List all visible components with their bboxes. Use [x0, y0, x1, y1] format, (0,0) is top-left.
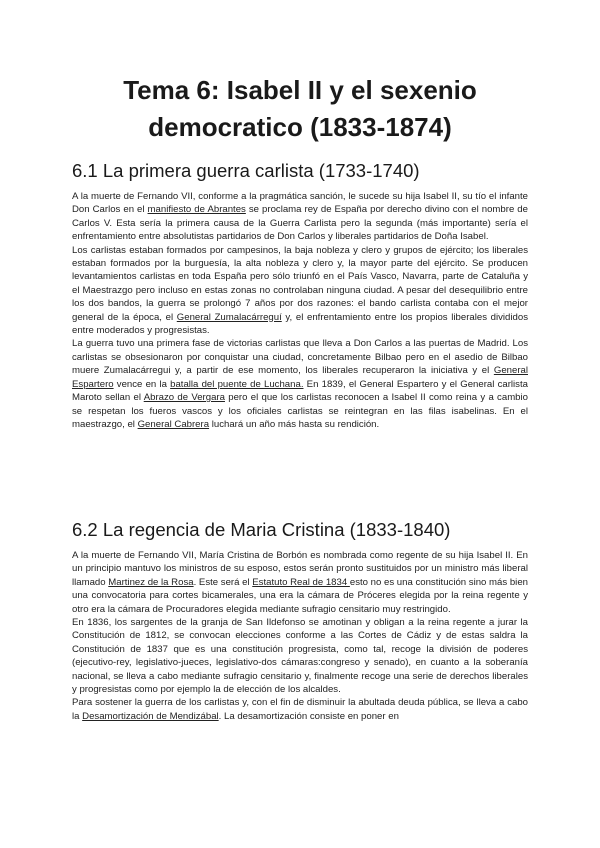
- paragraph: [72, 696, 528, 723]
- underlined-term: Estatuto Real de 1834: [252, 576, 350, 588]
- underlined-term: Desamortización de Mendizábal: [82, 710, 219, 722]
- section-body-2: [72, 549, 528, 723]
- document-title: [40, 72, 560, 146]
- section-heading-1: 6.1 La primera guerra carlista (1733-1740): [72, 160, 420, 181]
- underlined-term: manifiesto de Abrantes: [147, 204, 246, 216]
- text-run: se proclama rey de España por derecho divino con el nombre de Carlos V. Esta sería la primera causa de la Guerra Carlista pero la segunda (más importante) sería el enfrentamiento entre absolutistas partidarios de Don Carlos y liberales partidarios de Doña Isabel.: [72, 204, 528, 243]
- paragraph: [72, 190, 528, 244]
- title-line-2: democratico (1833-1874): [148, 112, 452, 142]
- section-heading-2: 6.2 La regencia de Maria Cristina (1833-1840): [72, 519, 451, 540]
- underlined-term: General Espartero: [72, 365, 528, 390]
- paragraph: [72, 616, 528, 696]
- text-run: . Este será el: [193, 576, 253, 588]
- underlined-term: batalla del puente de Luchana.: [170, 378, 304, 390]
- text-run: y, el enfrentamiento entre los propios liberales divididos entre moderados y progresistas.: [72, 311, 528, 337]
- paragraph: [72, 549, 528, 616]
- text-run: A la muerte de Fernando VII, conforme a la pragmática sanción, le sucede su hija Isabel II, su tío el infante Don Carlos en el: [72, 191, 528, 216]
- paragraph: [72, 337, 528, 431]
- text-run: esto no es una constitución sino más bien una convocatoria para cortes bicamerales, una era la cámara de Próceres elegida por la reina regente y otro era la cámara de Procuradores elegida mediante sufragio censitario muy restringido.: [72, 576, 528, 615]
- underlined-term: Abrazo de Vergara: [143, 392, 225, 404]
- text-run: En 1839, el General Espartero y el General carlista Maroto sellan el: [72, 378, 528, 404]
- text-run: Los carlistas estaban formados por campesinos, la baja nobleza y clero y grupos de ejército; los liberales estaban formados por la burguesía, la alta nobleza y clero y, la mayor parte del ejército. Se producen levantamientos carlistas en toda España pero sólo triunfó en el País Vasco, Navarra, parte de Cataluña y el Maestrazgo pero incluso en estas zonas no controlaban ninguna ciudad. A pesar del desequilibrio entre los dos bandos, la guerra se prolongó 7 años por dos razones: el bando carlista contaba con el mejor general de la época, el: [72, 244, 528, 323]
- text-run: luchará un año más hasta su rendición.: [209, 418, 380, 430]
- text-run: pero el que los carlistas reconocen a Isabel II como reina y a cambio se respetan los fueros vascos y los oficiales carlistas se reintegran en las filas isabelinas. En el maestrazgo, el: [72, 392, 528, 430]
- title-line-1: Tema 6: Isabel II y el sexenio: [123, 75, 477, 105]
- text-run: Para sostener la guerra de los carlistas y, con el fin de disminuir la abultada deuda pública, se lleva a cabo la: [72, 697, 528, 722]
- text-run: A la muerte de Fernando VII, María Cristina de Borbón es nombrada como regente de su hija Isabel II. En un principio mantuvo los ministros de su esposo, estos serán pronto sustituidos por un ministro más liberal llamado: [72, 550, 528, 588]
- underlined-term: Martinez de la Rosa: [108, 576, 194, 588]
- paragraph: [72, 244, 528, 338]
- underlined-term: General Zumalacárreguí: [176, 311, 282, 323]
- section-body-1: [72, 190, 528, 431]
- text-run: vence en la: [113, 378, 171, 390]
- text-run: En 1836, los sargentes de la granja de San Ildefonso se amotinan y obligan a la reina regente a jurar la Constitución de 1812, se convocan elecciones conforme a las Cortes de Cádiz y de estas saldra la Constitución de 1837 que es una constitución progresista, como tal, recoge la división de poderes (ejecutivo-rey, legislativo-jueces, legislativo-dos cámaras:congreso y senado), en cuanto a la soberanía nacional, se lleva a cabo mediante sufragio censitario y, finalmente recoge una serie de derechos liberales y progresistas como por ejemplo la de elección de los alcaldes.: [72, 617, 528, 696]
- underlined-term: General Cabrera: [137, 418, 210, 430]
- text-run: . La desamortización consiste en poner en: [218, 710, 399, 722]
- text-run: La guerra tuvo una primera fase de victorias carlistas que lleva a Don Carlos a las puertas de Madrid. Los carlistas se obsesionaron por conquistar una ciudad, concretamente Bilbao pero en el asedio de Bilbao muere Zumalacárregui y, a partir de ese momento, los liberales recuperaron la iniciativa y el: [72, 338, 528, 377]
